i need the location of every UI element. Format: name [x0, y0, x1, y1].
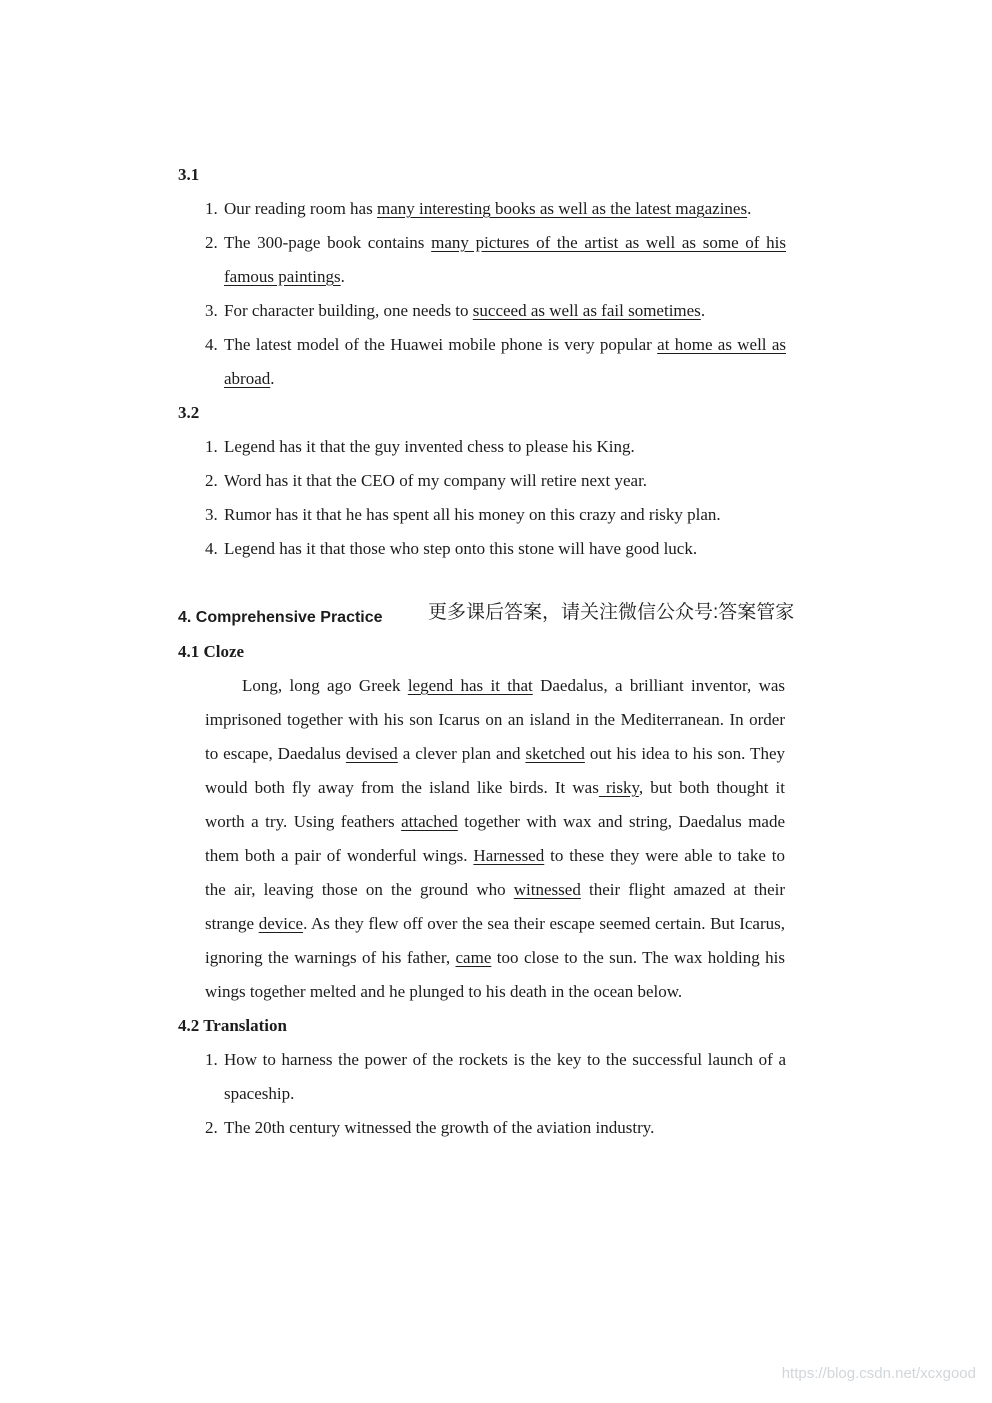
- list-item: [205, 498, 786, 532]
- text-segment: .: [270, 369, 275, 388]
- text-segment: Our reading room has: [224, 199, 377, 218]
- list-item: [205, 1111, 786, 1145]
- cloze-paragraph: [205, 669, 785, 1009]
- text-segment: Legend has it that those who step onto this stone will have good luck.: [224, 539, 698, 558]
- underlined-answer: devised: [345, 744, 398, 763]
- text-segment: For character building, one needs to: [224, 301, 473, 320]
- item-number: 1.: [205, 199, 218, 218]
- text-segment: their flight amazed at their strange: [205, 880, 785, 933]
- item-text: [224, 1050, 786, 1103]
- underlined-answer: Harnessed: [473, 846, 545, 865]
- underlined-answer: many pictures of the artist as well as some of his famous paintings: [224, 233, 786, 286]
- text-segment: a clever plan and: [397, 744, 526, 763]
- section-4-1-heading: 4.1 Cloze: [178, 642, 245, 661]
- item-text: [224, 539, 697, 558]
- item-number: 2.: [205, 471, 218, 490]
- underlined-answer: many interesting books as well as the latest magazines: [376, 199, 748, 218]
- item-text: [224, 301, 705, 320]
- text-segment: .: [747, 199, 752, 218]
- text-segment: Rumor has it that he has spent all his money on this crazy and risky plan.: [224, 505, 721, 524]
- item-number: 2.: [205, 1118, 218, 1137]
- text-segment: too close to the sun. The wax holding his wings together melted and he plunged to his death in the ocean below.: [205, 948, 785, 1001]
- list-item: [205, 1043, 786, 1111]
- item-number: 2.: [205, 233, 218, 252]
- text-segment: The 300-page book contains: [224, 233, 432, 252]
- text-segment: The latest model of the Huawei mobile phone is very popular: [224, 335, 658, 354]
- watermark: https://blog.csdn.net/xcxgood: [781, 1365, 976, 1382]
- item-number: 4.: [205, 335, 218, 354]
- underlined-answer: witnessed: [513, 880, 581, 899]
- text-segment: The 20th century witnessed the growth of the aviation industry.: [224, 1118, 655, 1137]
- section-3-2-list: [205, 430, 786, 566]
- text-segment: out his idea to his son. They would both fly away from the island like birds. It was: [205, 744, 785, 797]
- list-item: [205, 226, 786, 294]
- item-number: 4.: [205, 539, 218, 558]
- item-text: [224, 471, 647, 490]
- section-3-1-list: [205, 192, 786, 396]
- list-item: [205, 464, 786, 498]
- section-4-2-list: [205, 1043, 786, 1145]
- section-3-2-heading: 3.2: [178, 403, 200, 422]
- underlined-answer: came: [455, 948, 492, 967]
- list-item: [205, 192, 786, 226]
- underlined-answer: succeed as well as fail sometimes: [472, 301, 701, 320]
- item-number: 3.: [205, 505, 218, 524]
- section-4-heading-row: [178, 600, 795, 635]
- text-segment: Legend has it that the guy invented chess to please his King.: [224, 437, 635, 456]
- list-item: [205, 294, 786, 328]
- text-segment: Daedalus, a brilliant inventor, was imprisoned together with his son Icarus on an island in the Mediterranean. In order to escape, Daedalus: [205, 676, 786, 763]
- underlined-answer: device: [258, 914, 304, 933]
- list-item: [205, 532, 786, 566]
- underlined-answer: sketched: [525, 744, 585, 763]
- item-number: 1.: [205, 1050, 218, 1069]
- text-segment: Long, long ago Greek: [242, 676, 408, 695]
- text-segment: together with wax and string, Daedalus made them both a pair of wonderful wings.: [205, 812, 786, 865]
- section-4-2-heading: 4.2 Translation: [178, 1016, 287, 1035]
- underlined-answer: legend has it that: [407, 676, 533, 695]
- text-segment: How to harness the power of the rockets is the key to the successful launch of a spaceship.: [224, 1050, 786, 1103]
- text-segment: . As they flew off over the sea their escape seemed certain. But Icarus, ignoring the warnings of his father,: [205, 914, 786, 967]
- text-segment: to these they were able to take to the air, leaving those on the ground who: [205, 846, 785, 899]
- section-3-1-heading: 3.1: [178, 165, 200, 184]
- item-number: 3.: [205, 301, 218, 320]
- document-content: [178, 158, 795, 1145]
- item-text: [224, 335, 786, 388]
- underlined-answer: risky: [598, 778, 639, 797]
- item-number: 1.: [205, 437, 218, 456]
- text-segment: .: [340, 267, 345, 286]
- item-text: [224, 505, 721, 524]
- item-text: [224, 1118, 654, 1137]
- section-4-heading: 4. Comprehensive Practice: [178, 609, 383, 626]
- wechat-note: 更多课后答案，请关注微信公众号:答案管家: [428, 602, 795, 623]
- text-segment: .: [700, 301, 706, 320]
- text-segment: , but both thought it worth a try. Using feathers: [205, 778, 786, 831]
- underlined-answer: at home as well as abroad: [224, 335, 786, 388]
- list-item: [205, 430, 786, 464]
- text-segment: Word has it that the CEO of my company will retire next year.: [224, 471, 648, 490]
- item-text: [224, 199, 751, 218]
- list-item: [205, 328, 786, 396]
- underlined-answer: attached: [401, 812, 458, 831]
- item-text: [224, 233, 786, 286]
- item-text: [224, 437, 635, 456]
